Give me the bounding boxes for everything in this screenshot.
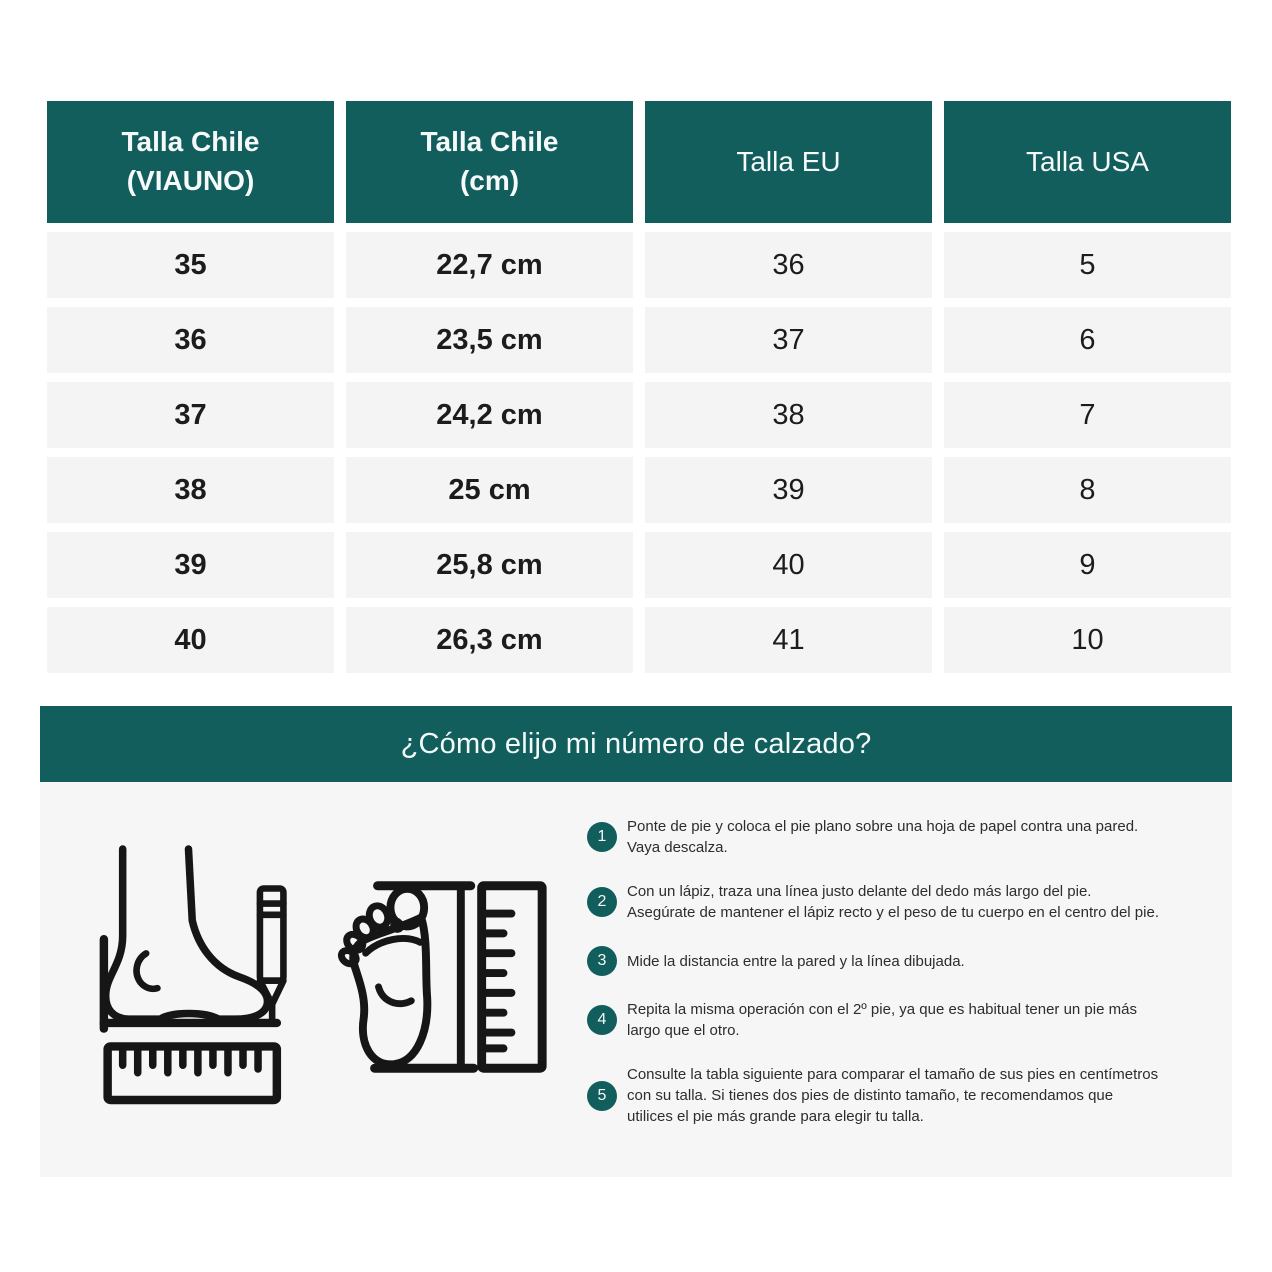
step-1-badge: 1 bbox=[587, 822, 617, 852]
step-5-badge: 5 bbox=[587, 1081, 617, 1111]
step-3-text: Mide la distancia entre la pared y la línea dibujada. bbox=[627, 952, 965, 970]
guide-title-text: ¿Cómo elijo mi número de calzado? bbox=[400, 727, 872, 760]
foot-side-pencil-ruler-icon bbox=[70, 834, 322, 1116]
table-cell-viauno: 39 bbox=[47, 532, 334, 598]
table-cell-usa: 10 bbox=[944, 607, 1231, 673]
table-cell-usa: 6 bbox=[944, 307, 1231, 373]
table-cell-eu: 37 bbox=[645, 307, 932, 373]
header-line: (cm) bbox=[459, 165, 520, 196]
table-cell-eu: 38 bbox=[645, 382, 932, 448]
header-line: (VIAUNO) bbox=[126, 165, 255, 196]
table-cell-viauno: 38 bbox=[47, 457, 334, 523]
table-cell-viauno: 35 bbox=[47, 232, 334, 298]
step-4 bbox=[587, 999, 1223, 1041]
table-cell-usa: 8 bbox=[944, 457, 1231, 523]
table-cell-eu: 36 bbox=[645, 232, 932, 298]
header-line: Talla Chile bbox=[420, 126, 559, 158]
header-cell-talla-chile-cm bbox=[346, 101, 633, 223]
table-cell-cm: 25,8 cm bbox=[346, 532, 633, 598]
step-1-text: Ponte de pie y coloca el pie plano sobre una hoja de papel contra una pared. Vaya descalza. bbox=[627, 818, 1139, 856]
header-line: Talla EU bbox=[736, 145, 841, 177]
table-cell-viauno: 36 bbox=[47, 307, 334, 373]
step-1 bbox=[587, 816, 1223, 858]
how-to-steps bbox=[587, 816, 1223, 1127]
step-2-text: Con un lápiz, traza una línea justo delante del dedo más largo del pie. Asegúrate de mantener el lápiz recto y el peso de tu cuerpo en el centro del pie. bbox=[627, 883, 1159, 921]
step-3 bbox=[587, 946, 1223, 976]
table-cell-cm: 25 cm bbox=[346, 457, 633, 523]
step-5 bbox=[587, 1064, 1223, 1127]
step-3-badge: 3 bbox=[587, 946, 617, 976]
header-line: Talla Chile bbox=[121, 126, 260, 158]
footprint-vertical-ruler-icon bbox=[322, 858, 560, 1096]
table-cell-eu: 40 bbox=[645, 532, 932, 598]
step-5-text: Consulte la tabla siguiente para comparar el tamaño de sus pies en centímetros con su talla. Si tienes dos pies de distinto tamaño, te recomendamos que utilices el pie más grande para elegir tu talla. bbox=[627, 1066, 1159, 1125]
step-4-text: Repita la misma operación con el 2º pie, ya que es habitual tener un pie más largo que el otro. bbox=[627, 1001, 1137, 1039]
guide-title-bar bbox=[40, 706, 1232, 782]
table-cell-cm: 22,7 cm bbox=[346, 232, 633, 298]
table-cell-usa: 5 bbox=[944, 232, 1231, 298]
header-cell-talla-eu bbox=[645, 101, 932, 223]
step-2-badge: 2 bbox=[587, 887, 617, 917]
guide-panel bbox=[40, 782, 1232, 1177]
size-table bbox=[47, 101, 1231, 673]
table-cell-usa: 7 bbox=[944, 382, 1231, 448]
table-cell-eu: 39 bbox=[645, 457, 932, 523]
table-cell-cm: 24,2 cm bbox=[346, 382, 633, 448]
header-cell-talla-usa bbox=[944, 101, 1231, 223]
step-4-badge: 4 bbox=[587, 1005, 617, 1035]
header-line: Talla USA bbox=[1026, 145, 1149, 177]
table-cell-eu: 41 bbox=[645, 607, 932, 673]
table-cell-usa: 9 bbox=[944, 532, 1231, 598]
header-cell-talla-chile-viauno bbox=[47, 101, 334, 223]
table-cell-viauno: 37 bbox=[47, 382, 334, 448]
table-cell-cm: 26,3 cm bbox=[346, 607, 633, 673]
table-cell-viauno: 40 bbox=[47, 607, 334, 673]
step-2 bbox=[587, 881, 1223, 923]
table-cell-cm: 23,5 cm bbox=[346, 307, 633, 373]
